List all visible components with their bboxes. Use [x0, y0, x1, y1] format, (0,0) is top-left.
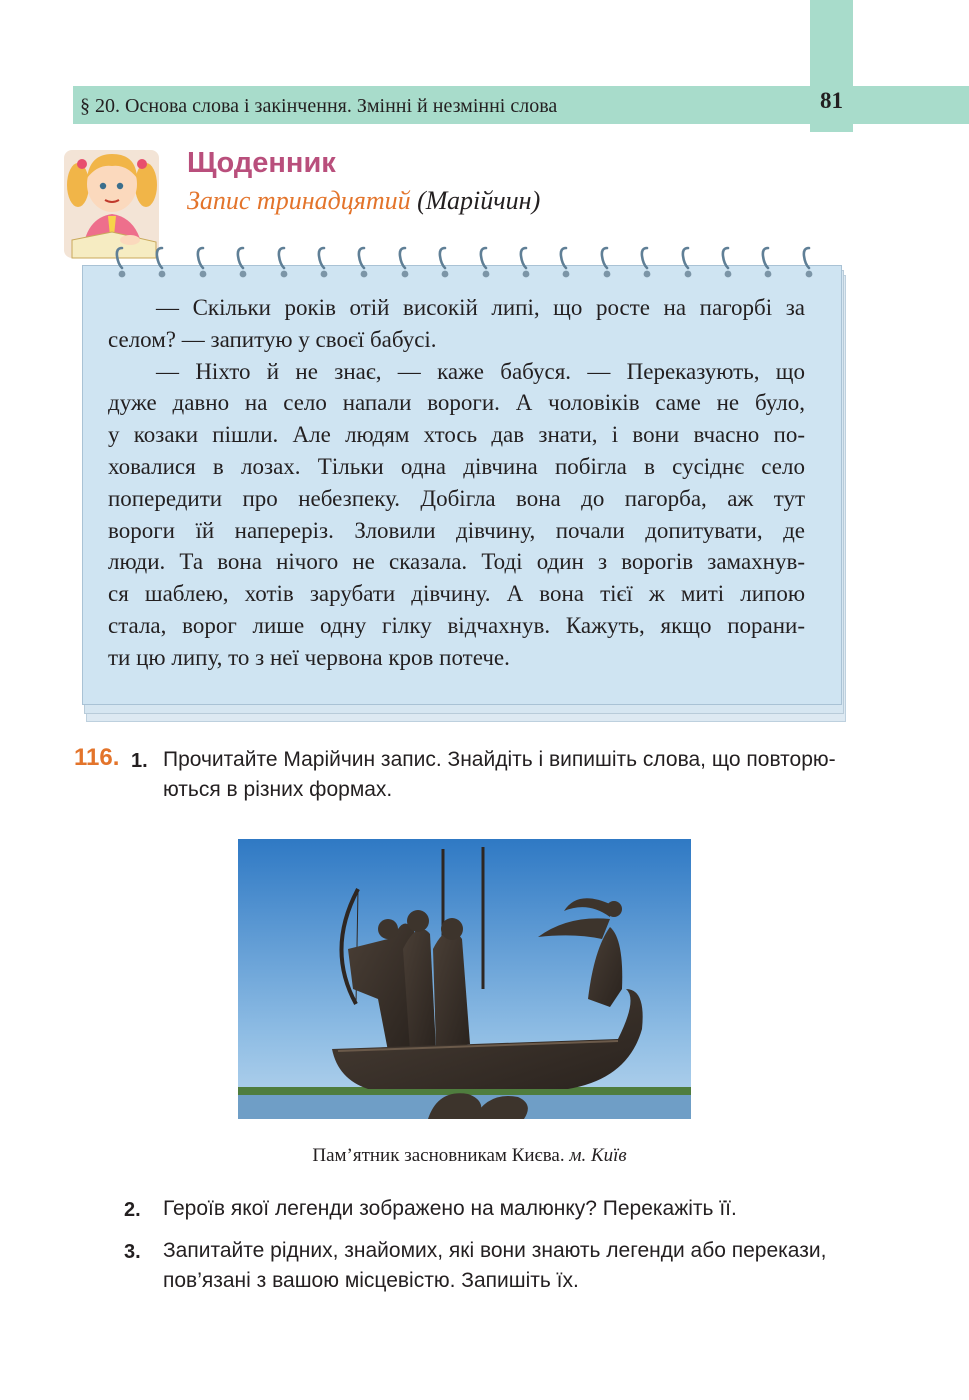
diary-line: у козаки пішли. Але людям хтось дав знати, і вони вчасно по- — [108, 422, 805, 448]
task-number: 116. — [74, 744, 120, 771]
diary-line: ти цю липу, то з неї червона кров потече. — [108, 644, 510, 670]
spiral-ring-icon — [317, 246, 331, 280]
spiral-ring-icon — [600, 246, 614, 280]
spiral-ring-icon — [479, 246, 493, 280]
task-item-text: Запитайте рідних, знайомих, які вони знають легенди або перекази, пов’язані з вашою місцевістю. Запишіть їх. — [163, 1239, 827, 1292]
diary-line: попередити про небезпеку. Добігла вона до пагорба, аж тут — [108, 485, 805, 511]
task-item-text — [163, 745, 863, 805]
spiral-ring-icon — [196, 246, 210, 280]
header-bar-end — [853, 86, 969, 124]
page-number: 81 — [820, 88, 843, 113]
task-item-line: ються в різних формах. — [163, 778, 393, 801]
spiral-ring-icon — [761, 246, 775, 280]
diary-line: селом? — запитую у своєї бабусі. — [108, 326, 437, 352]
task-item-number: 3. — [124, 1241, 141, 1263]
spiral-ring-icon — [438, 246, 452, 280]
spiral-ring-icon — [277, 246, 291, 280]
caption-place: м. Київ — [569, 1145, 627, 1166]
spiral-ring-icon — [519, 246, 533, 280]
photo-caption — [0, 1145, 939, 1167]
task-item-number: 1. — [131, 750, 148, 772]
caption-text: Пам’ятник засновникам Києва. — [312, 1145, 565, 1166]
spiral-ring-icon — [115, 246, 129, 280]
spiral-ring-icon — [721, 246, 735, 280]
entry-author: (Марійчин) — [417, 186, 541, 215]
diary-title: Щоденник — [187, 147, 336, 179]
diary-line: стала, ворог лише одну гілку відчахнув. Кажуть, якщо порани- — [108, 612, 805, 638]
spiral-ring-icon — [559, 246, 573, 280]
page-tab — [810, 0, 853, 86]
diary-line: — Скільки років отій високій липі, що росте на пагорбі за — [156, 295, 805, 320]
section-title: § 20. Основа слова і закінчення. Змінні й незмінні слова — [80, 95, 558, 117]
spiral-ring-icon — [802, 246, 816, 280]
task-item-text: Героїв якої легенди зображено на малюнку? Перекажіть її. — [163, 1197, 737, 1220]
task-item-number: 2. — [124, 1199, 141, 1221]
diary-entry-text — [108, 292, 805, 674]
spiral-ring-icon — [398, 246, 412, 280]
diary-line: люди. Та вона нічого не сказала. Тоді один з ворогів замахнув- — [108, 549, 805, 575]
diary-line: ховалися в лозах. Тільки одна дівчина побігла в сусіднє село — [108, 453, 805, 479]
spiral-ring-icon — [640, 246, 654, 280]
diary-line: вороги їй наперерiз. Зловили дівчину, почали допитувати, де — [108, 517, 805, 543]
task-item-line: Прочитайте Марійчин запис. Знайдіть і випишіть слова, що повторю- — [163, 748, 836, 771]
spiral-ring-icon — [681, 246, 695, 280]
spiral-ring-icon — [155, 246, 169, 280]
diary-line: — Ніхто й не знає, — каже бабуся. — Переказують, що — [156, 358, 805, 384]
entry-label: Запис тринадцятий — [187, 186, 411, 215]
girl-avatar-icon — [60, 140, 165, 262]
diary-subtitle — [187, 186, 540, 216]
spiral-ring-icon — [236, 246, 250, 280]
monument-photo — [238, 839, 691, 1119]
spiral-ring-icon — [357, 246, 371, 280]
diary-line: ся шаблею, хотів зарубати дівчину. А вона тієї ж миті липою — [108, 581, 805, 607]
diary-line: дуже давно на село напали вороги. А чоловіків саме не було, — [108, 390, 805, 416]
